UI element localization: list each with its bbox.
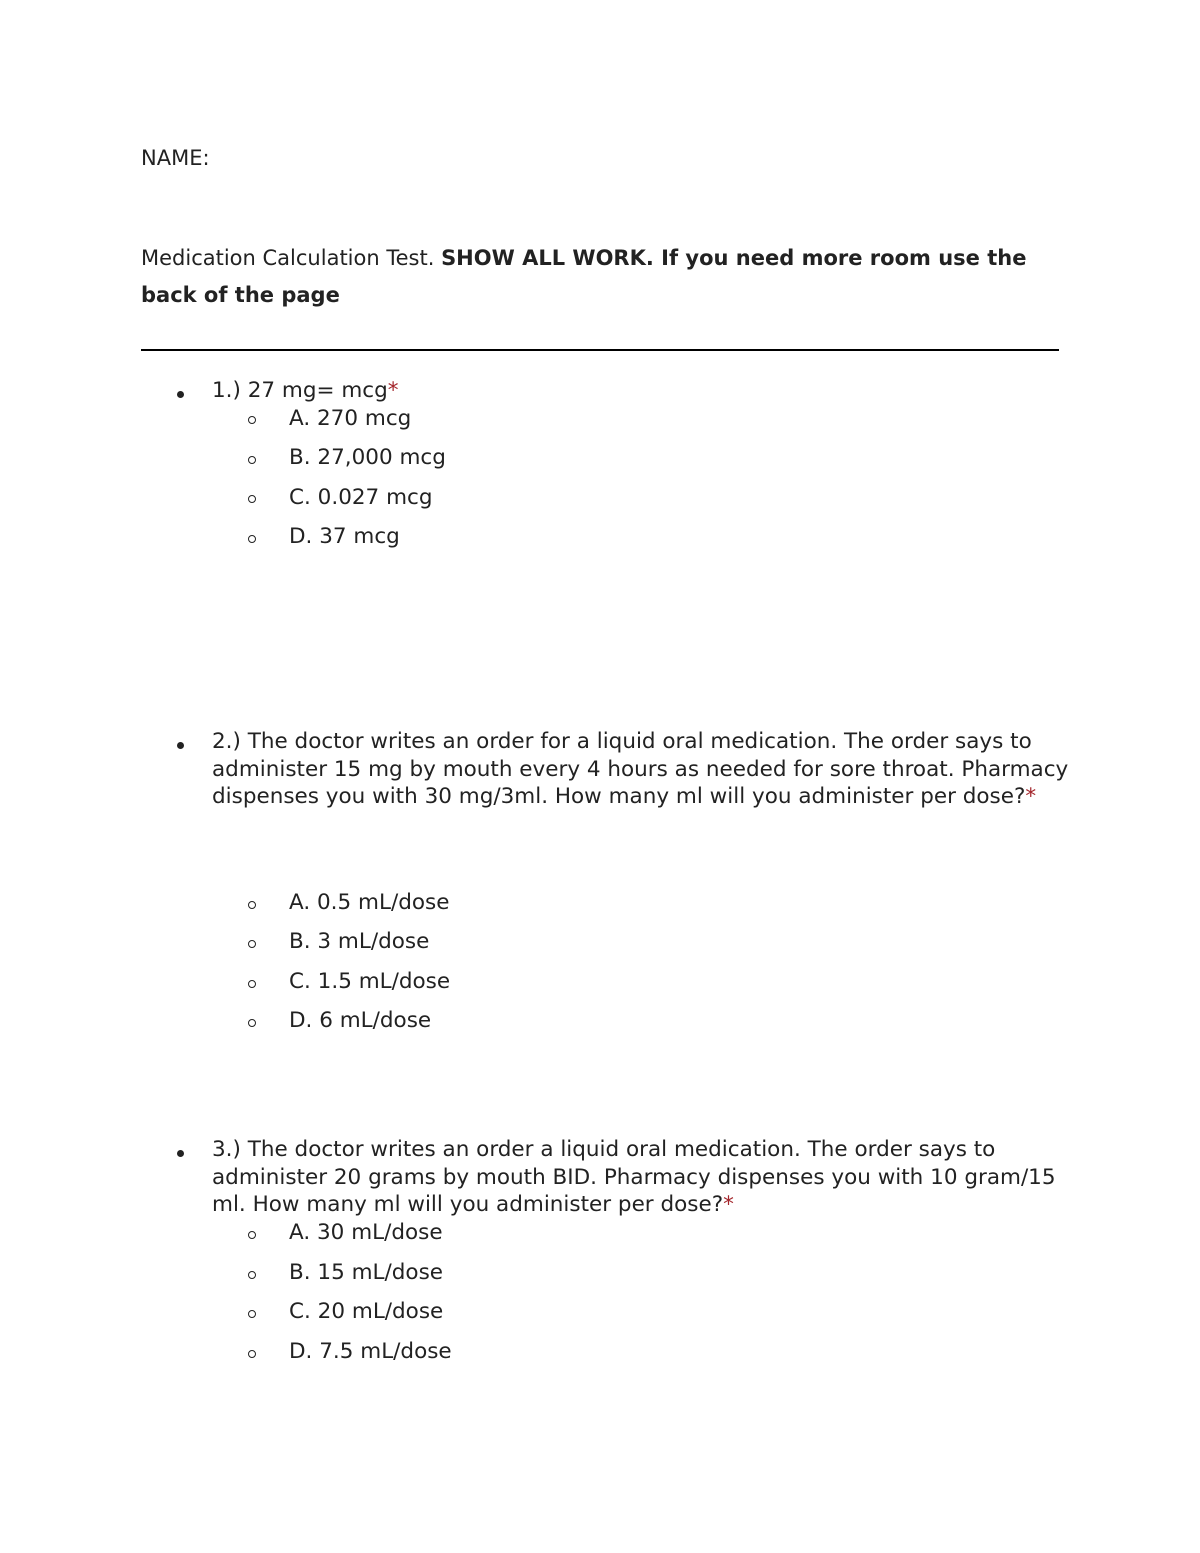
- question-2-text: 2.) The doctor writes an order for a liquid oral medication. The order says to administer 15 mg by mouth every 4 hours as needed for sore throat. Pharmacy dispenses you with 30 mg/3ml. How many ml will you administer per dose?: [212, 729, 1069, 809]
- question-3: [212, 1136, 1072, 1219]
- option-circle-icon: [247, 493, 259, 505]
- option-circle-icon: [247, 1017, 259, 1029]
- option-circle-icon: [247, 454, 259, 466]
- question-3-text: 3.) The doctor writes an order a liquid oral medication. The order says to administer 20 grams by mouth BID. Pharmacy dispenses you with 10 gram/15 ml. How many ml will you administer per dose?: [212, 1137, 1056, 1217]
- question-2-option-d: D. 6 mL/dose: [289, 1008, 432, 1033]
- name-label: NAME:: [141, 146, 210, 170]
- question-2: [212, 728, 1072, 811]
- horizontal-divider: [141, 349, 1059, 351]
- bullet-icon: [174, 386, 188, 400]
- question-3-option-b: B. 15 mL/dose: [289, 1260, 444, 1285]
- option-circle-icon: [247, 533, 259, 545]
- required-asterisk: *: [1025, 784, 1037, 809]
- question-2-option-c: C. 1.5 mL/dose: [289, 969, 451, 994]
- question-1-option-d: D. 37 mcg: [289, 524, 400, 549]
- option-circle-icon: [247, 1269, 259, 1281]
- option-circle-icon: [247, 1229, 259, 1241]
- question-1-option-b: B. 27,000 mcg: [289, 445, 446, 470]
- option-circle-icon: [247, 1348, 259, 1360]
- option-circle-icon: [247, 899, 259, 911]
- option-circle-icon: [247, 978, 259, 990]
- question-2-option-a: A. 0.5 mL/dose: [289, 890, 450, 915]
- question-1-text: 1.) 27 mg= mcg: [212, 378, 388, 403]
- question-3-option-d: D. 7.5 mL/dose: [289, 1339, 452, 1364]
- option-circle-icon: [247, 938, 259, 950]
- option-circle-icon: [247, 414, 259, 426]
- question-1-option-c: C. 0.027 mcg: [289, 485, 433, 510]
- test-title: Medication Calculation Test.: [141, 246, 435, 270]
- option-circle-icon: [247, 1308, 259, 1320]
- bullet-icon: [174, 1145, 188, 1159]
- required-asterisk: *: [387, 378, 399, 403]
- question-3-option-c: C. 20 mL/dose: [289, 1299, 444, 1324]
- question-2-option-b: B. 3 mL/dose: [289, 929, 430, 954]
- question-3-option-a: A. 30 mL/dose: [289, 1220, 443, 1245]
- required-asterisk: *: [723, 1192, 734, 1217]
- bullet-icon: [174, 737, 188, 751]
- test-instructions: [141, 240, 1061, 314]
- question-1: [212, 377, 1072, 405]
- question-1-option-a: A. 270 mcg: [289, 406, 412, 431]
- show-work-instruction: SHOW ALL WORK. If you need more room use the back of the page: [141, 246, 1027, 307]
